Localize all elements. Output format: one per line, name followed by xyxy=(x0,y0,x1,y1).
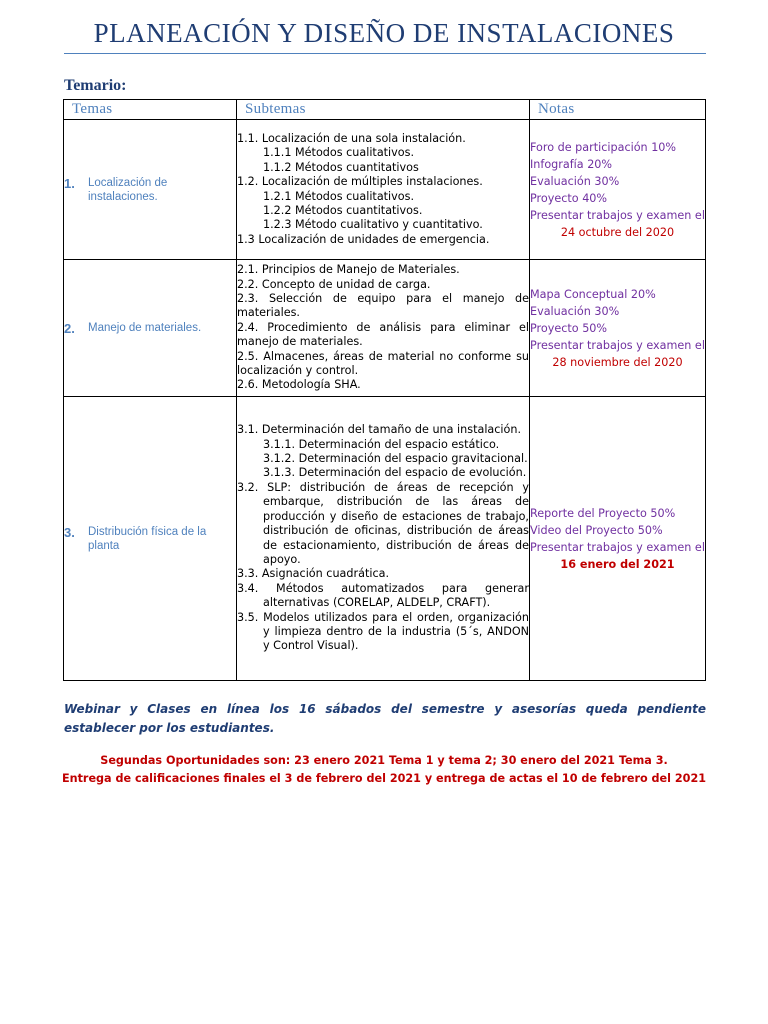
subtema-item: 2.6. Metodología SHA. xyxy=(237,378,361,392)
subtema-item: 2.3. Selección de equipo para el manejo de materiales. xyxy=(237,291,529,320)
exam-date: 16 enero del 2021 xyxy=(560,557,675,571)
exam-date: 24 octubre del 2020 xyxy=(560,225,675,239)
segundas-line-1: Segundas Oportunidades son: 23 enero 2021 Tema 1 y tema 2; 30 enero del 2021 Tema 3. xyxy=(100,754,668,767)
subtema-item: 1.1.2 Métodos cuantitativos xyxy=(263,160,419,174)
presentar-text: Presentar trabajos y examen el xyxy=(530,338,705,352)
notas-cell xyxy=(530,260,706,397)
nota-item: Evaluación 30% xyxy=(530,304,620,318)
nota-item: Video del Proyecto 50% xyxy=(530,523,663,537)
nota-item: Foro de participación 10% xyxy=(530,140,677,154)
subtema-item: 2.4. Procedimiento de análisis para eliminar el manejo de materiales. xyxy=(237,320,529,349)
presentar-text: Presentar trabajos y examen el xyxy=(530,540,705,554)
subtemas-cell xyxy=(237,260,530,397)
exam-date: 28 noviembre del 2020 xyxy=(552,355,683,369)
subtema-item: 1.2. Localización de múltiples instalaciones. xyxy=(237,175,483,189)
header-subtemas: Subtemas xyxy=(237,100,530,120)
title-underline xyxy=(64,53,706,54)
subtema-item: 1.3 Localización de unidades de emergencia. xyxy=(237,232,490,246)
notas-cell xyxy=(530,120,706,260)
subtema-item: 1.2.1 Métodos cualitativos. xyxy=(263,189,415,203)
tema-title: Distribución física de la planta xyxy=(88,525,207,552)
subtema-item: 3.2. SLP: distribución de áreas de recepción y embarque, distribución de las áreas de producción y diseño de estaciones de trabajo, distribución de oficinas, distribución de áreas de estacionamiento, distribución de áreas de apoyo. xyxy=(237,480,529,566)
subtema-item: 2.1. Principios de Manejo de Materiales. xyxy=(237,263,460,277)
webinar-note: Webinar y Clases en línea los 16 sábados del semestre y asesorías queda pendiente establecer por los estudiantes. xyxy=(64,702,706,735)
tema-cell xyxy=(64,260,237,397)
table-row xyxy=(64,260,706,397)
tema-title: Manejo de materiales. xyxy=(88,321,202,334)
tema-title: Localización de instalaciones. xyxy=(88,176,168,203)
subtema-item: 3.1. Determinación del tamaño de una instalación. xyxy=(237,423,522,437)
header-temas: Temas xyxy=(64,100,237,120)
presentar-text: Presentar trabajos y examen el xyxy=(530,208,705,222)
header-notas: Notas xyxy=(530,100,706,120)
subtema-item: 1.1.1 Métodos cualitativos. xyxy=(263,146,415,160)
nota-item: Mapa Conceptual 20% xyxy=(530,287,656,301)
subtema-item: 3.1.3. Determinación del espacio de evolución. xyxy=(263,466,527,480)
table-header-row xyxy=(64,100,706,120)
tema-number: 1. xyxy=(64,175,75,191)
subtema-item: 2.5. Almacenes, áreas de material no conforme su localización y control. xyxy=(237,349,529,378)
page-title: PLANEACIÓN Y DISEÑO DE INSTALACIONES xyxy=(93,18,675,48)
table-row xyxy=(64,120,706,260)
nota-item: Infografía 20% xyxy=(530,157,613,171)
tema-number: 2. xyxy=(64,320,75,336)
subtema-item: 1.2.3 Método cualitativo y cuantitativo. xyxy=(263,218,483,232)
table-row xyxy=(64,397,706,681)
section-label: Temario: xyxy=(64,77,127,94)
subtema-item: 3.5. Modelos utilizados para el orden, organización y limpieza dentro de la industria (5´s, ANDON y Control Visual). xyxy=(237,610,529,653)
tema-cell xyxy=(64,397,237,681)
subtema-item: 1.2.2 Métodos cuantitativos. xyxy=(263,203,423,217)
subtema-item: 3.4. Métodos automatizados para generar alternativas (CORELAP, ALDELP, CRAFT). xyxy=(237,581,529,610)
subtemas-cell xyxy=(237,120,530,260)
segundas-line-2: Entrega de calificaciones finales el 3 de febrero del 2021 y entrega de actas el 10 de febrero del 2021 xyxy=(61,772,707,785)
tema-cell xyxy=(64,120,237,260)
nota-item: Reporte del Proyecto 50% xyxy=(530,506,676,520)
nota-item: Proyecto 50% xyxy=(530,321,608,335)
subtema-item: 2.2. Concepto de unidad de carga. xyxy=(237,277,431,291)
subtema-item: 1.1. Localización de una sola instalación. xyxy=(237,131,466,145)
nota-item: Evaluación 30% xyxy=(530,174,620,188)
subtema-item: 3.3. Asignación cuadrática. xyxy=(237,567,390,581)
syllabus-table xyxy=(63,99,706,681)
notas-cell xyxy=(530,397,706,681)
subtemas-cell xyxy=(237,397,530,681)
segundas-oportunidades xyxy=(40,752,728,788)
tema-number: 3. xyxy=(64,524,75,540)
subtema-item: 3.1.1. Determinación del espacio estático. xyxy=(263,437,500,451)
nota-item: Proyecto 40% xyxy=(530,191,608,205)
subtema-item: 3.1.2. Determinación del espacio gravitacional. xyxy=(263,452,528,466)
